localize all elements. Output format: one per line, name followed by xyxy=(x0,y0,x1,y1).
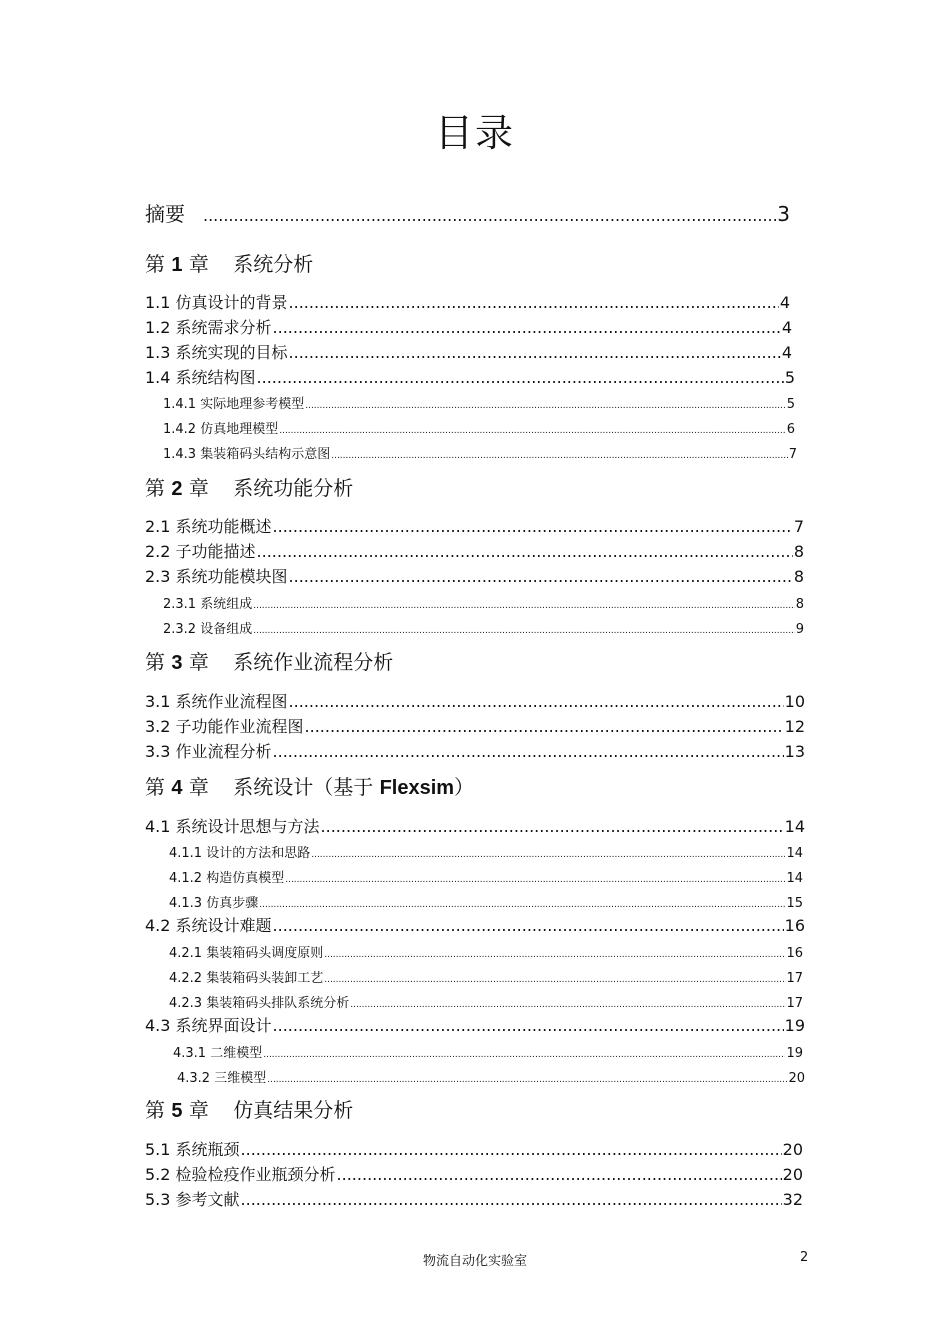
toc-page-number: 32 xyxy=(782,1190,803,1209)
toc-page-number: 8 xyxy=(795,597,804,612)
toc-entry-text: 4.1 系统设计思想与方法 xyxy=(145,817,320,836)
toc-entry-text: 3.1 系统作业流程图 xyxy=(145,692,288,711)
chapter-title: 仿真结果分析 xyxy=(233,1098,354,1122)
toc-entry[interactable] xyxy=(169,992,803,1011)
toc-entry-text: 4.1.3 仿真步骤 xyxy=(169,896,259,911)
toc-entry[interactable] xyxy=(145,1162,803,1185)
dot-leader xyxy=(289,567,793,586)
dot-leader xyxy=(241,1190,782,1209)
toc-entry-text: 1.3 系统实现的目标 xyxy=(145,343,288,362)
dot-leader xyxy=(305,717,784,736)
toc-page-number: 19 xyxy=(786,1046,803,1061)
toc-entry-text: 3.3 作业流程分析 xyxy=(145,742,272,761)
toc-entry-text: 4.2.1 集装箱码头调度原则 xyxy=(169,946,324,961)
dot-leader xyxy=(253,626,795,636)
toc-entry[interactable] xyxy=(163,618,804,637)
dot-leader xyxy=(321,817,784,836)
toc-entry[interactable] xyxy=(145,564,804,587)
dot-leader xyxy=(273,1016,784,1035)
toc-entry-text: 1.4 系统结构图 xyxy=(145,368,256,387)
toc-page-number: 6 xyxy=(786,422,795,437)
chapter-title: 系统分析 xyxy=(233,252,314,276)
dot-leader xyxy=(203,206,776,225)
dot-leader xyxy=(305,401,786,411)
chapter-title-bold: Flexsim xyxy=(379,777,455,799)
chapter-title: 系统功能分析 xyxy=(233,476,354,500)
toc-entry[interactable] xyxy=(163,393,795,412)
toc-entry[interactable] xyxy=(145,290,790,313)
toc-entry-text: 5.3 参考文献 xyxy=(145,1190,240,1209)
toc-entry-text: 3.2 子功能作业流程图 xyxy=(145,717,304,736)
chapter-number: 5 xyxy=(171,1100,183,1122)
page-title: 目录 xyxy=(434,111,515,155)
chapter-title: 系统设计（基于 xyxy=(233,775,380,799)
toc-entry-text: 1.4.2 仿真地理模型 xyxy=(163,422,279,437)
chapter-suffix: 章 xyxy=(188,775,209,799)
toc-entry[interactable] xyxy=(145,1137,803,1160)
chapter-heading[interactable] xyxy=(145,472,353,501)
toc-entry[interactable] xyxy=(173,1042,803,1061)
toc-entry-text: 4.2 系统设计难题 xyxy=(145,916,272,935)
footer-page-number: 2 xyxy=(800,1250,809,1265)
dot-leader xyxy=(259,900,785,910)
toc-page-number: 4 xyxy=(779,293,790,312)
chapter-heading[interactable] xyxy=(145,248,313,277)
chapter-suffix: 章 xyxy=(188,650,209,674)
dot-leader xyxy=(285,875,785,885)
toc-page-number: 19 xyxy=(784,1016,805,1035)
toc-entry-text: 2.3.1 系统组成 xyxy=(163,597,253,612)
toc-entry[interactable] xyxy=(145,315,792,338)
chapter-title: 系统作业流程分析 xyxy=(233,650,394,674)
chapter-number: 2 xyxy=(171,478,183,500)
toc-entry-text: 2.2 子功能描述 xyxy=(145,542,256,561)
toc-entry[interactable] xyxy=(169,867,803,886)
footer-text: 物流自动化实验室 xyxy=(422,1254,527,1269)
toc-entry-text: 4.2.2 集装箱码头装卸工艺 xyxy=(169,971,324,986)
chapter-title-end: ） xyxy=(454,775,475,799)
dot-leader xyxy=(331,451,788,461)
toc-entry[interactable] xyxy=(145,365,795,388)
toc-entry-text: 4.3.2 三维模型 xyxy=(177,1071,267,1086)
chapter-number: 4 xyxy=(171,777,183,799)
chapter-prefix: 第 xyxy=(145,650,165,674)
toc-entry[interactable] xyxy=(177,1067,805,1086)
chapter-suffix: 章 xyxy=(188,1098,209,1122)
chapter-number: 1 xyxy=(171,254,183,276)
toc-entry-text: 4.3.1 二维模型 xyxy=(173,1046,263,1061)
dot-leader xyxy=(273,916,784,935)
toc-page-number: 8 xyxy=(793,542,804,561)
toc-entry-text: 1.2 系统需求分析 xyxy=(145,318,272,337)
dot-leader xyxy=(350,1000,785,1010)
toc-entry[interactable] xyxy=(145,739,805,762)
toc-page-number: 20 xyxy=(782,1165,803,1184)
toc-page-number: 16 xyxy=(784,916,805,935)
dot-leader xyxy=(324,950,785,960)
toc-entry-text: 4.1.2 构造仿真模型 xyxy=(169,871,285,886)
dot-leader xyxy=(257,542,793,561)
toc-entry-text: 2.1 系统功能概述 xyxy=(145,517,272,536)
dot-leader xyxy=(241,1140,782,1159)
dot-leader xyxy=(263,1050,785,1060)
chapter-suffix: 章 xyxy=(188,476,209,500)
toc-page-number: 5 xyxy=(784,368,795,387)
toc-entry-text: 2.3 系统功能模块图 xyxy=(145,567,288,586)
toc-entry-text: 1.4.3 集装箱码头结构示意图 xyxy=(163,447,331,462)
dot-leader xyxy=(289,692,784,711)
toc-entry[interactable] xyxy=(163,418,795,437)
toc-page-number: 13 xyxy=(784,742,805,761)
toc-page-number: 3 xyxy=(777,202,790,226)
chapter-prefix: 第 xyxy=(145,252,165,276)
toc-entry[interactable] xyxy=(145,539,804,562)
toc-page-number: 8 xyxy=(793,567,804,586)
toc-page-number: 14 xyxy=(784,817,805,836)
dot-leader xyxy=(289,343,781,362)
dot-leader xyxy=(273,742,784,761)
toc-page-number: 14 xyxy=(786,846,803,861)
toc-page-number: 12 xyxy=(784,717,805,736)
chapter-prefix: 第 xyxy=(145,476,165,500)
toc-entry-text: 5.2 检验检疫作业瓶颈分析 xyxy=(145,1165,336,1184)
dot-leader xyxy=(337,1165,782,1184)
dot-leader xyxy=(267,1075,787,1085)
toc-entry[interactable] xyxy=(169,942,803,961)
toc-entry[interactable] xyxy=(145,814,805,837)
toc-entry-text: 4.1.1 设计的方法和思路 xyxy=(169,846,311,861)
chapter-prefix: 第 xyxy=(145,1098,165,1122)
toc-page-number: 5 xyxy=(786,397,795,412)
dot-leader xyxy=(311,850,785,860)
dot-leader xyxy=(324,975,785,985)
toc-entry[interactable] xyxy=(145,340,792,363)
chapter-suffix: 章 xyxy=(188,252,209,276)
toc-entry[interactable] xyxy=(169,892,803,911)
toc-entry[interactable] xyxy=(163,443,797,462)
toc-entry[interactable] xyxy=(145,689,805,712)
toc-page-number: 7 xyxy=(793,517,804,536)
toc-page-number: 4 xyxy=(781,318,792,337)
dot-leader xyxy=(289,293,779,312)
dot-leader xyxy=(273,318,781,337)
toc-page-number: 16 xyxy=(786,946,803,961)
toc-page-number: 14 xyxy=(786,871,803,886)
toc-entry[interactable] xyxy=(169,842,803,861)
chapter-heading[interactable] xyxy=(145,771,474,800)
toc-entry-text: 1.4.1 实际地理参考模型 xyxy=(163,397,305,412)
toc-page-number: 15 xyxy=(786,896,803,911)
toc-entry[interactable] xyxy=(169,967,803,986)
toc-entry-text: 2.3.2 设备组成 xyxy=(163,622,253,637)
toc-entry[interactable] xyxy=(145,1187,803,1210)
chapter-number: 3 xyxy=(171,652,183,674)
toc-entry-text: 摘要 xyxy=(145,202,185,226)
chapter-prefix: 第 xyxy=(145,775,165,799)
dot-leader xyxy=(273,517,793,536)
toc-entry-text: 5.1 系统瓶颈 xyxy=(145,1140,240,1159)
toc-entry[interactable] xyxy=(145,714,805,737)
toc-entry-text: 4.2.3 集装箱码头排队系统分析 xyxy=(169,996,350,1011)
dot-leader xyxy=(257,368,784,387)
toc-entry[interactable] xyxy=(163,593,804,612)
toc-entry[interactable] xyxy=(145,1013,805,1036)
toc-entry-abstract[interactable] xyxy=(145,198,790,227)
toc-page-number: 17 xyxy=(786,971,803,986)
toc-entry[interactable] xyxy=(145,913,805,936)
toc-page-number: 4 xyxy=(781,343,792,362)
dot-leader xyxy=(253,601,795,611)
dot-leader xyxy=(279,426,786,436)
toc-page-number: 7 xyxy=(788,447,797,462)
toc-page-number: 9 xyxy=(795,622,804,637)
toc-entry[interactable] xyxy=(145,514,804,537)
toc-page-number: 20 xyxy=(782,1140,803,1159)
chapter-heading[interactable] xyxy=(145,646,393,675)
toc-page-number: 17 xyxy=(786,996,803,1011)
toc-entry-text: 1.1 仿真设计的背景 xyxy=(145,293,288,312)
toc-page-number: 10 xyxy=(784,692,805,711)
chapter-heading[interactable] xyxy=(145,1094,353,1123)
toc-page-number: 20 xyxy=(788,1071,805,1086)
toc-entry-text: 4.3 系统界面设计 xyxy=(145,1016,272,1035)
